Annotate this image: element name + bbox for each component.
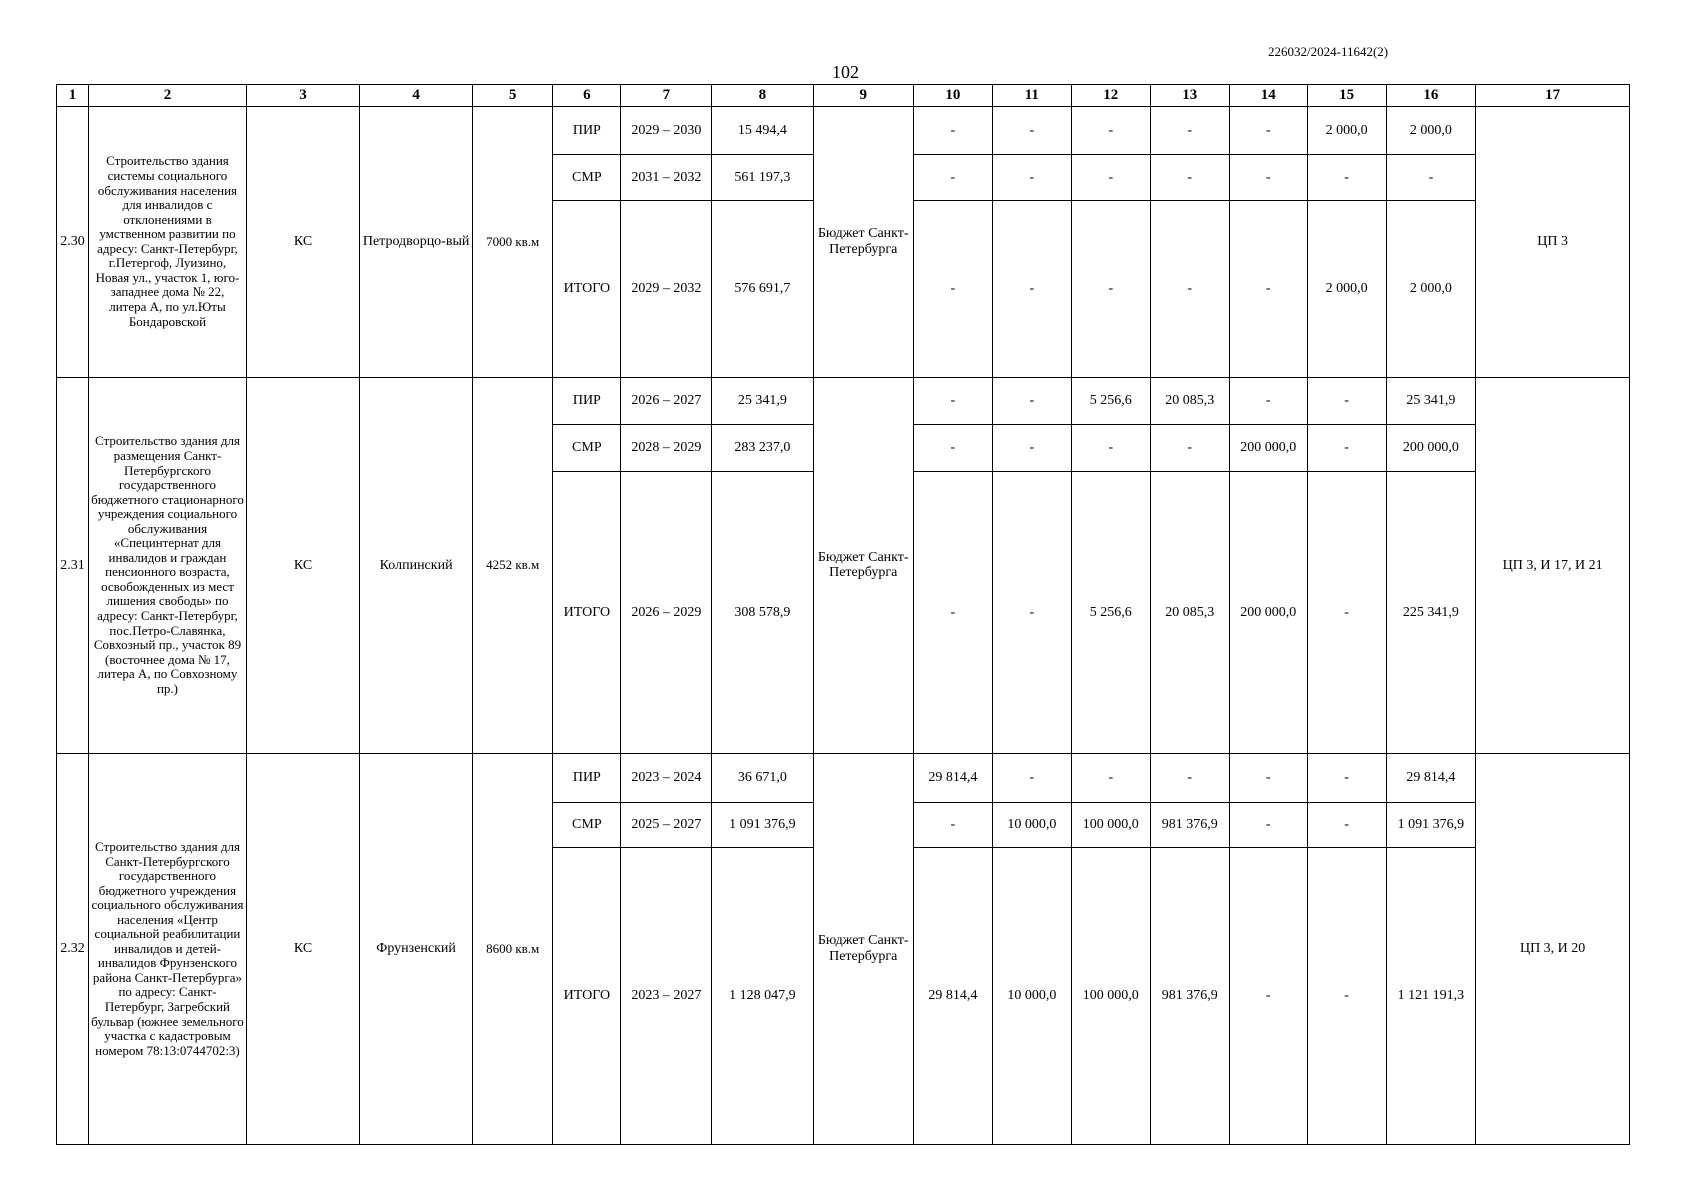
total-cost: 1 128 047,9 xyxy=(712,848,813,1145)
value-cell: 1 121 191,3 xyxy=(1386,848,1476,1145)
total-cost: 1 091 376,9 xyxy=(712,803,813,848)
column-header: 5 xyxy=(473,85,553,107)
column-header: 4 xyxy=(360,85,473,107)
value-cell: - xyxy=(1307,803,1386,848)
value-cell: - xyxy=(992,377,1071,424)
value-cell: - xyxy=(1307,471,1386,754)
value-cell: - xyxy=(1071,424,1150,471)
column-header: 7 xyxy=(621,85,712,107)
capacity: 8600 кв.м xyxy=(473,754,553,1145)
value-cell: 200 000,0 xyxy=(1386,424,1476,471)
value-cell: 20 085,3 xyxy=(1150,471,1229,754)
value-cell: - xyxy=(1307,155,1386,201)
value-cell: - xyxy=(1307,377,1386,424)
column-header: 1 xyxy=(57,85,89,107)
district: Петродворцо-вый xyxy=(360,107,473,377)
stage: СМР xyxy=(553,155,621,201)
value-cell: 29 814,4 xyxy=(1386,754,1476,803)
column-header: 8 xyxy=(712,85,813,107)
column-header: 14 xyxy=(1229,85,1307,107)
value-cell: 2 000,0 xyxy=(1307,107,1386,155)
value-cell: - xyxy=(913,107,992,155)
stage: ИТОГО xyxy=(553,471,621,754)
capacity: 4252 кв.м xyxy=(473,377,553,754)
column-header: 17 xyxy=(1476,85,1630,107)
column-number-row xyxy=(57,85,1630,107)
period: 2029 – 2032 xyxy=(621,201,712,377)
value-cell: 29 814,4 xyxy=(913,754,992,803)
value-cell: 10 000,0 xyxy=(992,803,1071,848)
value-cell: - xyxy=(992,155,1071,201)
value-cell: - xyxy=(992,471,1071,754)
value-cell: - xyxy=(1150,754,1229,803)
value-cell: - xyxy=(992,424,1071,471)
work-type: КС xyxy=(246,754,359,1145)
total-cost: 283 237,0 xyxy=(712,424,813,471)
program-code: ЦП 3, И 20 xyxy=(1476,754,1630,1145)
value-cell: 20 085,3 xyxy=(1150,377,1229,424)
funding-source: Бюджет Санкт-Петербурга xyxy=(813,754,913,1145)
table-row xyxy=(57,107,1630,155)
document-reference: 226032/2024-11642(2) xyxy=(1268,44,1389,59)
district: Фрунзенский xyxy=(360,754,473,1145)
table-row xyxy=(57,754,1630,803)
district: Колпинский xyxy=(360,377,473,754)
period: 2023 – 2024 xyxy=(621,754,712,803)
value-cell: - xyxy=(1071,754,1150,803)
period: 2029 – 2030 xyxy=(621,107,712,155)
page-number: 102 xyxy=(832,62,859,82)
value-cell: - xyxy=(913,377,992,424)
value-cell: - xyxy=(1150,201,1229,377)
value-cell: 25 341,9 xyxy=(1386,377,1476,424)
funding-source: Бюджет Санкт-Петербурга xyxy=(813,377,913,754)
column-header: 2 xyxy=(89,85,247,107)
period: 2026 – 2027 xyxy=(621,377,712,424)
value-cell: - xyxy=(1229,155,1307,201)
total-cost: 308 578,9 xyxy=(712,471,813,754)
value-cell: - xyxy=(1071,155,1150,201)
value-cell: - xyxy=(1307,848,1386,1145)
value-cell: 225 341,9 xyxy=(1386,471,1476,754)
value-cell: - xyxy=(1150,424,1229,471)
stage: ПИР xyxy=(553,107,621,155)
work-type: КС xyxy=(246,107,359,377)
value-cell: - xyxy=(1150,155,1229,201)
work-type: КС xyxy=(246,377,359,754)
value-cell: - xyxy=(1229,201,1307,377)
row-number: 2.31 xyxy=(57,377,89,754)
value-cell: 10 000,0 xyxy=(992,848,1071,1145)
stage: СМР xyxy=(553,424,621,471)
value-cell: - xyxy=(1307,754,1386,803)
program-code: ЦП 3, И 17, И 21 xyxy=(1476,377,1630,754)
object-name: Строительство здания системы социального обслуживания населения для инвалидов с отклонениями в умственном развитии по адресу: Санкт-Петербург, г.Петергоф, Луизино, Новая ул., участок 1, юго-западнее дома № 22, литера А, по ул.Юты Бондаровской xyxy=(89,107,247,377)
stage: ИТОГО xyxy=(553,201,621,377)
value-cell: - xyxy=(913,803,992,848)
value-cell: - xyxy=(1071,107,1150,155)
value-cell: 100 000,0 xyxy=(1071,848,1150,1145)
object-name: Строительство здания для Санкт-Петербургского государственного бюджетного учреждения социального обслуживания населения «Центр социальной реабилитации инвалидов и детей-инвалидов Фрунзенского района Санкт-Петербурга» по адресу: Санкт-Петербург, Загребский бульвар (южнее земельного участка с кадастровым номером 78:13:0744702:3) xyxy=(89,754,247,1145)
stage: СМР xyxy=(553,803,621,848)
value-cell: - xyxy=(1229,803,1307,848)
period: 2028 – 2029 xyxy=(621,424,712,471)
funding-source: Бюджет Санкт-Петербурга xyxy=(813,107,913,377)
value-cell: - xyxy=(913,471,992,754)
stage: ИТОГО xyxy=(553,848,621,1145)
total-cost: 15 494,4 xyxy=(712,107,813,155)
column-header: 15 xyxy=(1307,85,1386,107)
total-cost: 576 691,7 xyxy=(712,201,813,377)
column-header: 10 xyxy=(913,85,992,107)
column-header: 6 xyxy=(553,85,621,107)
value-cell: 981 376,9 xyxy=(1150,803,1229,848)
total-cost: 36 671,0 xyxy=(712,754,813,803)
value-cell: 2 000,0 xyxy=(1386,201,1476,377)
period: 2025 – 2027 xyxy=(621,803,712,848)
value-cell: - xyxy=(992,754,1071,803)
stage: ПИР xyxy=(553,377,621,424)
period: 2023 – 2027 xyxy=(621,848,712,1145)
value-cell: - xyxy=(1150,107,1229,155)
capacity: 7000 кв.м xyxy=(473,107,553,377)
column-header: 12 xyxy=(1071,85,1150,107)
value-cell: - xyxy=(913,201,992,377)
value-cell: 2 000,0 xyxy=(1386,107,1476,155)
value-cell: 981 376,9 xyxy=(1150,848,1229,1145)
value-cell: 1 091 376,9 xyxy=(1386,803,1476,848)
value-cell: - xyxy=(1229,754,1307,803)
value-cell: - xyxy=(1229,848,1307,1145)
period: 2031 – 2032 xyxy=(621,155,712,201)
value-cell: 5 256,6 xyxy=(1071,377,1150,424)
value-cell: - xyxy=(1229,377,1307,424)
column-header: 13 xyxy=(1150,85,1229,107)
total-cost: 25 341,9 xyxy=(712,377,813,424)
stage: ПИР xyxy=(553,754,621,803)
program-table xyxy=(56,84,1630,1145)
value-cell: - xyxy=(913,155,992,201)
value-cell: 200 000,0 xyxy=(1229,424,1307,471)
value-cell: - xyxy=(992,107,1071,155)
column-header: 3 xyxy=(246,85,359,107)
value-cell: - xyxy=(1307,424,1386,471)
value-cell: 5 256,6 xyxy=(1071,471,1150,754)
column-header: 16 xyxy=(1386,85,1476,107)
period: 2026 – 2029 xyxy=(621,471,712,754)
column-header: 11 xyxy=(992,85,1071,107)
row-number: 2.32 xyxy=(57,754,89,1145)
total-cost: 561 197,3 xyxy=(712,155,813,201)
value-cell: - xyxy=(913,424,992,471)
value-cell: - xyxy=(1071,201,1150,377)
column-header: 9 xyxy=(813,85,913,107)
value-cell: 200 000,0 xyxy=(1229,471,1307,754)
value-cell: - xyxy=(992,201,1071,377)
value-cell: - xyxy=(1386,155,1476,201)
value-cell: 29 814,4 xyxy=(913,848,992,1145)
row-number: 2.30 xyxy=(57,107,89,377)
program-code: ЦП 3 xyxy=(1476,107,1630,377)
table-row xyxy=(57,377,1630,424)
value-cell: - xyxy=(1229,107,1307,155)
value-cell: 100 000,0 xyxy=(1071,803,1150,848)
object-name: Строительство здания для размещения Санкт-Петербургского государственного бюджетного стационарного учреждения социального обслуживания «Специнтернат для инвалидов и граждан пенсионного возраста, освобожденных из мест лишения свободы» по адресу: Санкт-Петербург, пос.Петро-Славянка, Совхозный пр., участок 89 (восточнее дома № 17, литера А, по Совхозному пр.) xyxy=(89,377,247,754)
value-cell: 2 000,0 xyxy=(1307,201,1386,377)
